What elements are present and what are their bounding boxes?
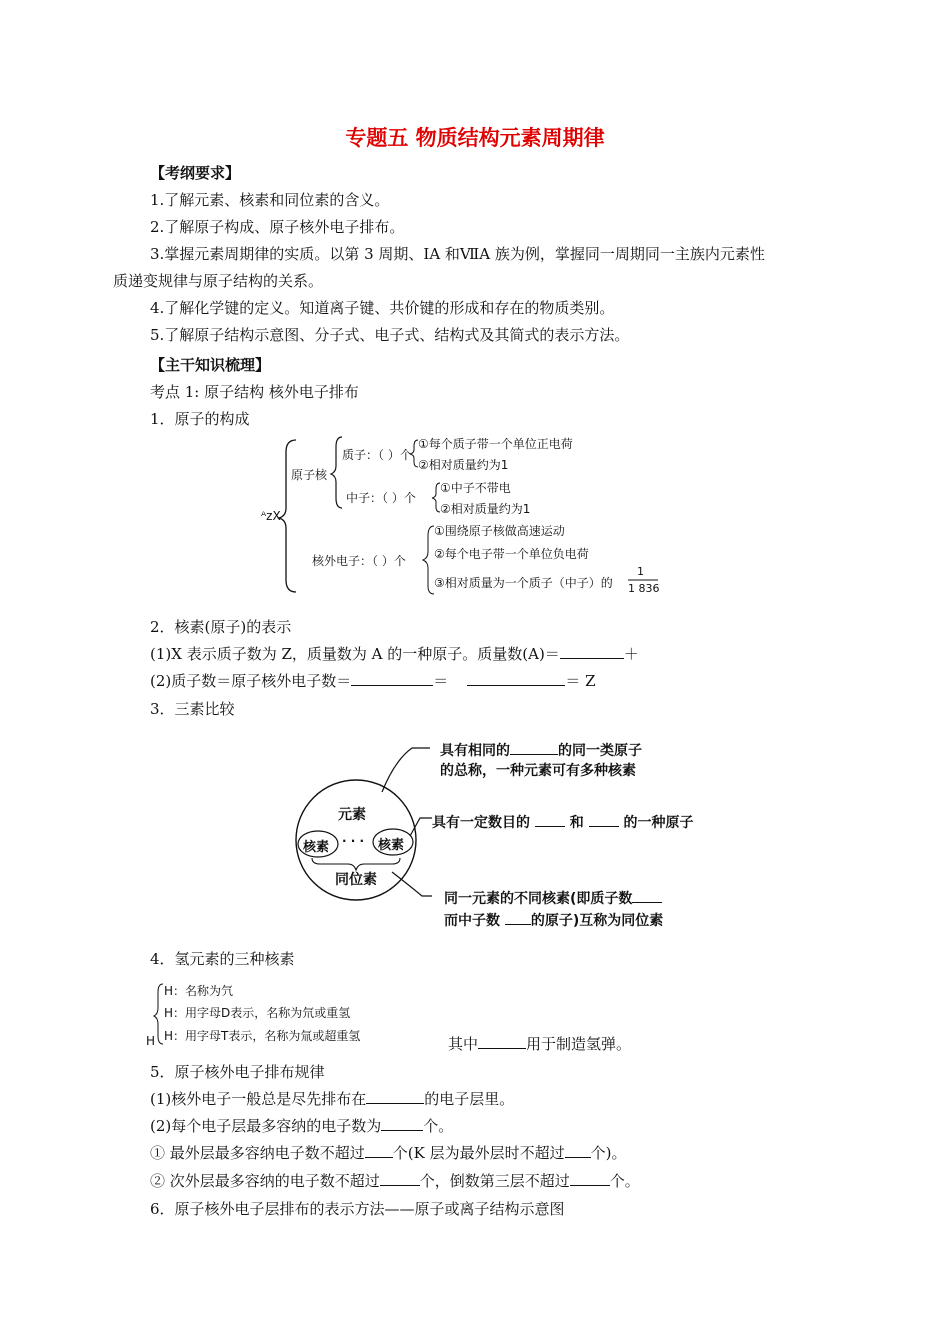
answer-blank[interactable] <box>380 1171 420 1186</box>
rule-line: (1)核外电子一般总是尽先排布在 的电子层里。 <box>150 1090 515 1108</box>
electron-property: ③相对质量为一个质子（中子）的 <box>434 576 613 590</box>
neutron-label: 中子：（ ）个 <box>346 491 416 505</box>
answer-blank[interactable] <box>365 1143 393 1158</box>
subheading-electron-rules: 5．原子核外电子排布规律 <box>150 1063 325 1081</box>
requirement-item: 3.掌握元素周期律的实质。以第 3 周期、ⅠA 和ⅦA 族为例，掌握同一周期同一主族内元素性 <box>150 245 765 263</box>
section-heading-requirements: 【考纲要求】 <box>150 164 241 182</box>
page-title: 专题五 物质结构元素周期律 <box>345 126 605 150</box>
proton-number-line: (2)质子数＝原子核外电子数＝ ＝ ＝ Z <box>150 672 596 690</box>
ellipsis: · · · <box>342 834 365 848</box>
section-heading-knowledge: 【主干知识梳理】 <box>150 356 271 374</box>
rule-line: ② 次外层最多容纳的电子数不超过 个，倒数第三层不超过 个。 <box>150 1172 640 1190</box>
neutron-property: ②相对质量约为1 <box>440 502 531 516</box>
electron-property: ①围绕原子核做高速运动 <box>434 524 565 538</box>
proton-property: ②相对质量约为1 <box>418 458 509 472</box>
subheading-structure-diagram: 6．原子核外电子层排布的表示方法——原子或离子结构示意图 <box>150 1200 565 1218</box>
subheading-nuclide-notation: 2．核素(原子)的表示 <box>150 618 292 636</box>
answer-blank[interactable] <box>570 1171 610 1186</box>
subheading-hydrogen: 4．氢元素的三种核素 <box>150 950 295 968</box>
neutron-property: ①中子不带电 <box>440 481 511 495</box>
mass-number-line: (1)X 表示质子数为 Z，质量数为 A 的一种原子。质量数(A)＝ ＋ <box>150 645 639 663</box>
nuclide-definition: 具有一定数目的 和 的一种原子 <box>432 812 694 832</box>
requirement-item: 4.了解化学键的定义。知道离子键、共价键的形成和存在的物质类别。 <box>150 299 615 317</box>
element-definition: 的总称，一种元素可有多种核素 <box>440 763 636 779</box>
hydrogen-isotope: H：名称为氕 <box>164 984 234 998</box>
requirement-item: 2.了解原子构成、原子核外电子排布。 <box>150 218 405 236</box>
hydrogen-isotope: H：用字母T表示，名称为氚或超重氢 <box>164 1029 361 1043</box>
atom-symbol: ᴬzX <box>261 509 281 523</box>
rule-line: (2)每个电子层最多容纳的电子数为 个。 <box>150 1117 454 1135</box>
topic-title: 考点 1: 原子结构 核外电子排布 <box>150 383 359 401</box>
electron-label: 核外电子：（ ）个 <box>312 554 406 568</box>
isotope-definition: 同一元素的不同核素(即质子数 <box>444 888 662 908</box>
answer-blank[interactable] <box>565 1143 591 1158</box>
nuclide-label: 核素 <box>303 840 330 855</box>
proton-property: ①每个质子带一个单位正电荷 <box>418 437 573 451</box>
requirement-item: 5.了解原子结构示意图、分子式、电子式、结构式及其简式的表示方法。 <box>150 326 630 344</box>
nucleus-label: 原子核 <box>291 468 328 482</box>
fraction-denominator: 1 836 <box>628 582 660 595</box>
requirement-item: 1.了解元素、核素和同位素的含义。 <box>150 191 390 209</box>
nuclide-label: 核素 <box>378 838 405 853</box>
subheading-atom-composition: 1．原子的构成 <box>150 410 250 428</box>
answer-blank[interactable] <box>366 1089 424 1104</box>
rule-line: ① 最外层最多容纳电子数不超过 个(K 层为最外层时不超过 个)。 <box>150 1144 627 1162</box>
hydrogen-isotope: H：用字母D表示，名称为氘或重氢 <box>164 1006 351 1020</box>
answer-blank[interactable] <box>381 1116 423 1131</box>
hydrogen-symbol: H <box>146 1034 156 1048</box>
element-label: 元素 <box>338 807 366 823</box>
proton-label: 质子：（ ）个 <box>342 448 412 462</box>
isotope-label: 同位素 <box>335 872 377 888</box>
requirement-item: 质递变规律与原子结构的关系。 <box>113 272 324 290</box>
answer-blank[interactable] <box>478 1034 526 1049</box>
electron-property: ②每个电子带一个单位负电荷 <box>434 547 589 561</box>
hydrogen-bomb-line: 其中 用于制造氢弹。 <box>448 1035 632 1053</box>
fraction-numerator: 1 <box>637 565 644 578</box>
isotope-definition: 而中子数 的原子)互称为同位素 <box>444 910 663 930</box>
element-definition: 具有相同的 的同一类原子 <box>440 740 642 760</box>
subheading-three-comparison: 3．三素比较 <box>150 700 235 718</box>
